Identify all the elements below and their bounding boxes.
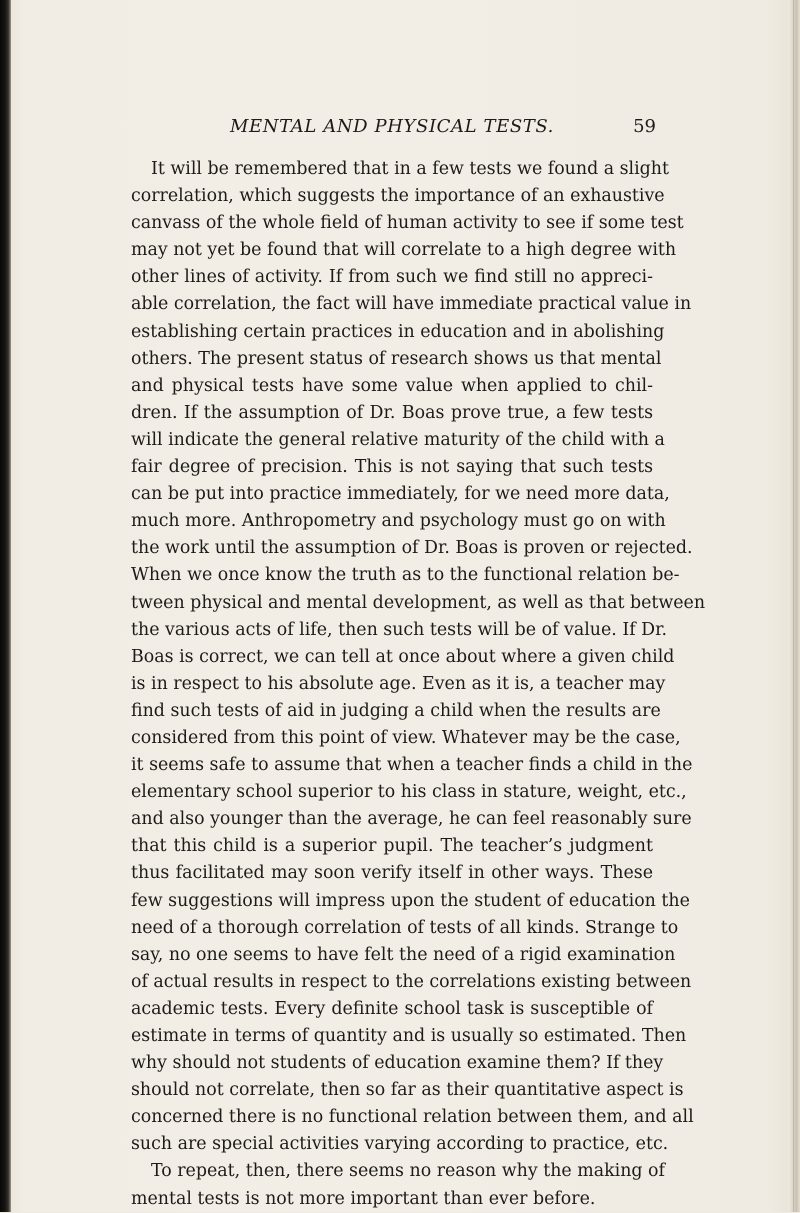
- text-line: It will be remembered that in a few tests we found a slight: [151, 159, 669, 179]
- text-line: say, no one seems to have felt the need of a rigid examination: [131, 944, 676, 965]
- text-line: of actual results in respect to the correlations existing between: [131, 971, 692, 992]
- text-line: may not yet be found that will correlate to a high degree with: [131, 240, 677, 261]
- running-head-title: MENTAL AND PHYSICAL TESTS.: [230, 116, 554, 137]
- text-line: other lines of activity. If from such we find still no appreci-: [131, 267, 653, 288]
- text-line: thus facilitated may soon verify itself in other ways. These: [131, 863, 653, 884]
- text-line: should not correlate, then so far as their quantitative aspect is: [131, 1080, 684, 1101]
- text-line: and physical tests have some value when applied to chil-: [131, 375, 653, 396]
- running-header: [130, 116, 656, 144]
- book-spine-shadow: [0, 0, 11, 1212]
- text-line: dren. If the assumption of Dr. Boas prove true, a few tests: [131, 402, 653, 423]
- text-line: Boas is correct, we can tell at once about where a given child: [131, 646, 675, 667]
- text-line: is in respect to his absolute age. Even as it is, a teacher may: [131, 673, 666, 694]
- body-text: [131, 156, 706, 1213]
- text-line: much more. Anthropometry and psychology must go on with: [131, 511, 666, 532]
- text-line: will indicate the general relative maturity of the child with a: [131, 429, 665, 450]
- text-line: why should not students of education examine them? If they: [131, 1053, 664, 1074]
- page-edge: [788, 0, 800, 1212]
- paragraph-1: [131, 156, 706, 1158]
- text-line: few suggestions will impress upon the student of education the: [131, 890, 690, 911]
- text-line: concerned there is no functional relation between them, and all: [131, 1107, 694, 1128]
- text-line: tween physical and mental development, as well as that between: [131, 592, 706, 613]
- text-line: able correlation, the fact will have immediate practical value in: [131, 294, 692, 315]
- text-line: establishing certain practices in education and in abolishing: [131, 321, 665, 342]
- text-line: it seems safe to assume that when a teacher finds a child in the: [131, 755, 693, 776]
- text-line: the work until the assumption of Dr. Boas is proven or rejected.: [131, 538, 693, 559]
- text-line: mental tests is not more important than ever before.: [131, 1188, 596, 1209]
- text-line: such are special activities varying according to practice, etc.: [131, 1134, 669, 1155]
- text-line: can be put into practice immediately, for we need more data,: [131, 484, 670, 505]
- text-line: estimate in terms of quantity and is usually so estimated. Then: [131, 1026, 687, 1046]
- text-line: considered from this point of view. Whatever may be the case,: [131, 727, 681, 748]
- text-line: elementary school superior to his class in stature, weight, etc.,: [131, 782, 687, 803]
- text-line: and also younger than the average, he can feel reasonably sure: [131, 809, 692, 830]
- text-line: academic tests. Every definite school task is susceptible of: [131, 998, 653, 1019]
- text-line: correlation, which suggests the importance of an exhaustive: [131, 186, 665, 207]
- text-line: fair degree of precision. This is not saying that such tests: [131, 457, 653, 478]
- text-line: that this child is a superior pupil. The teacher’s judgment: [131, 836, 653, 857]
- paragraph-2: [131, 1158, 665, 1212]
- text-line: others. The present status of research shows us that mental: [131, 348, 662, 369]
- text-line: canvass of the whole field of human activity to see if some test: [131, 213, 684, 234]
- text-line: the various acts of life, then such tests will be of value. If Dr.: [131, 619, 668, 640]
- text-line: To repeat, then, there seems no reason why the making of: [151, 1161, 665, 1182]
- text-line: find such tests of aid in judging a child when the results are: [131, 700, 661, 721]
- text-line: need of a thorough correlation of tests of all kinds. Strange to: [131, 917, 679, 938]
- page-number: 59: [633, 116, 656, 137]
- text-line: When we once know the truth as to the functional relation be-: [131, 565, 680, 586]
